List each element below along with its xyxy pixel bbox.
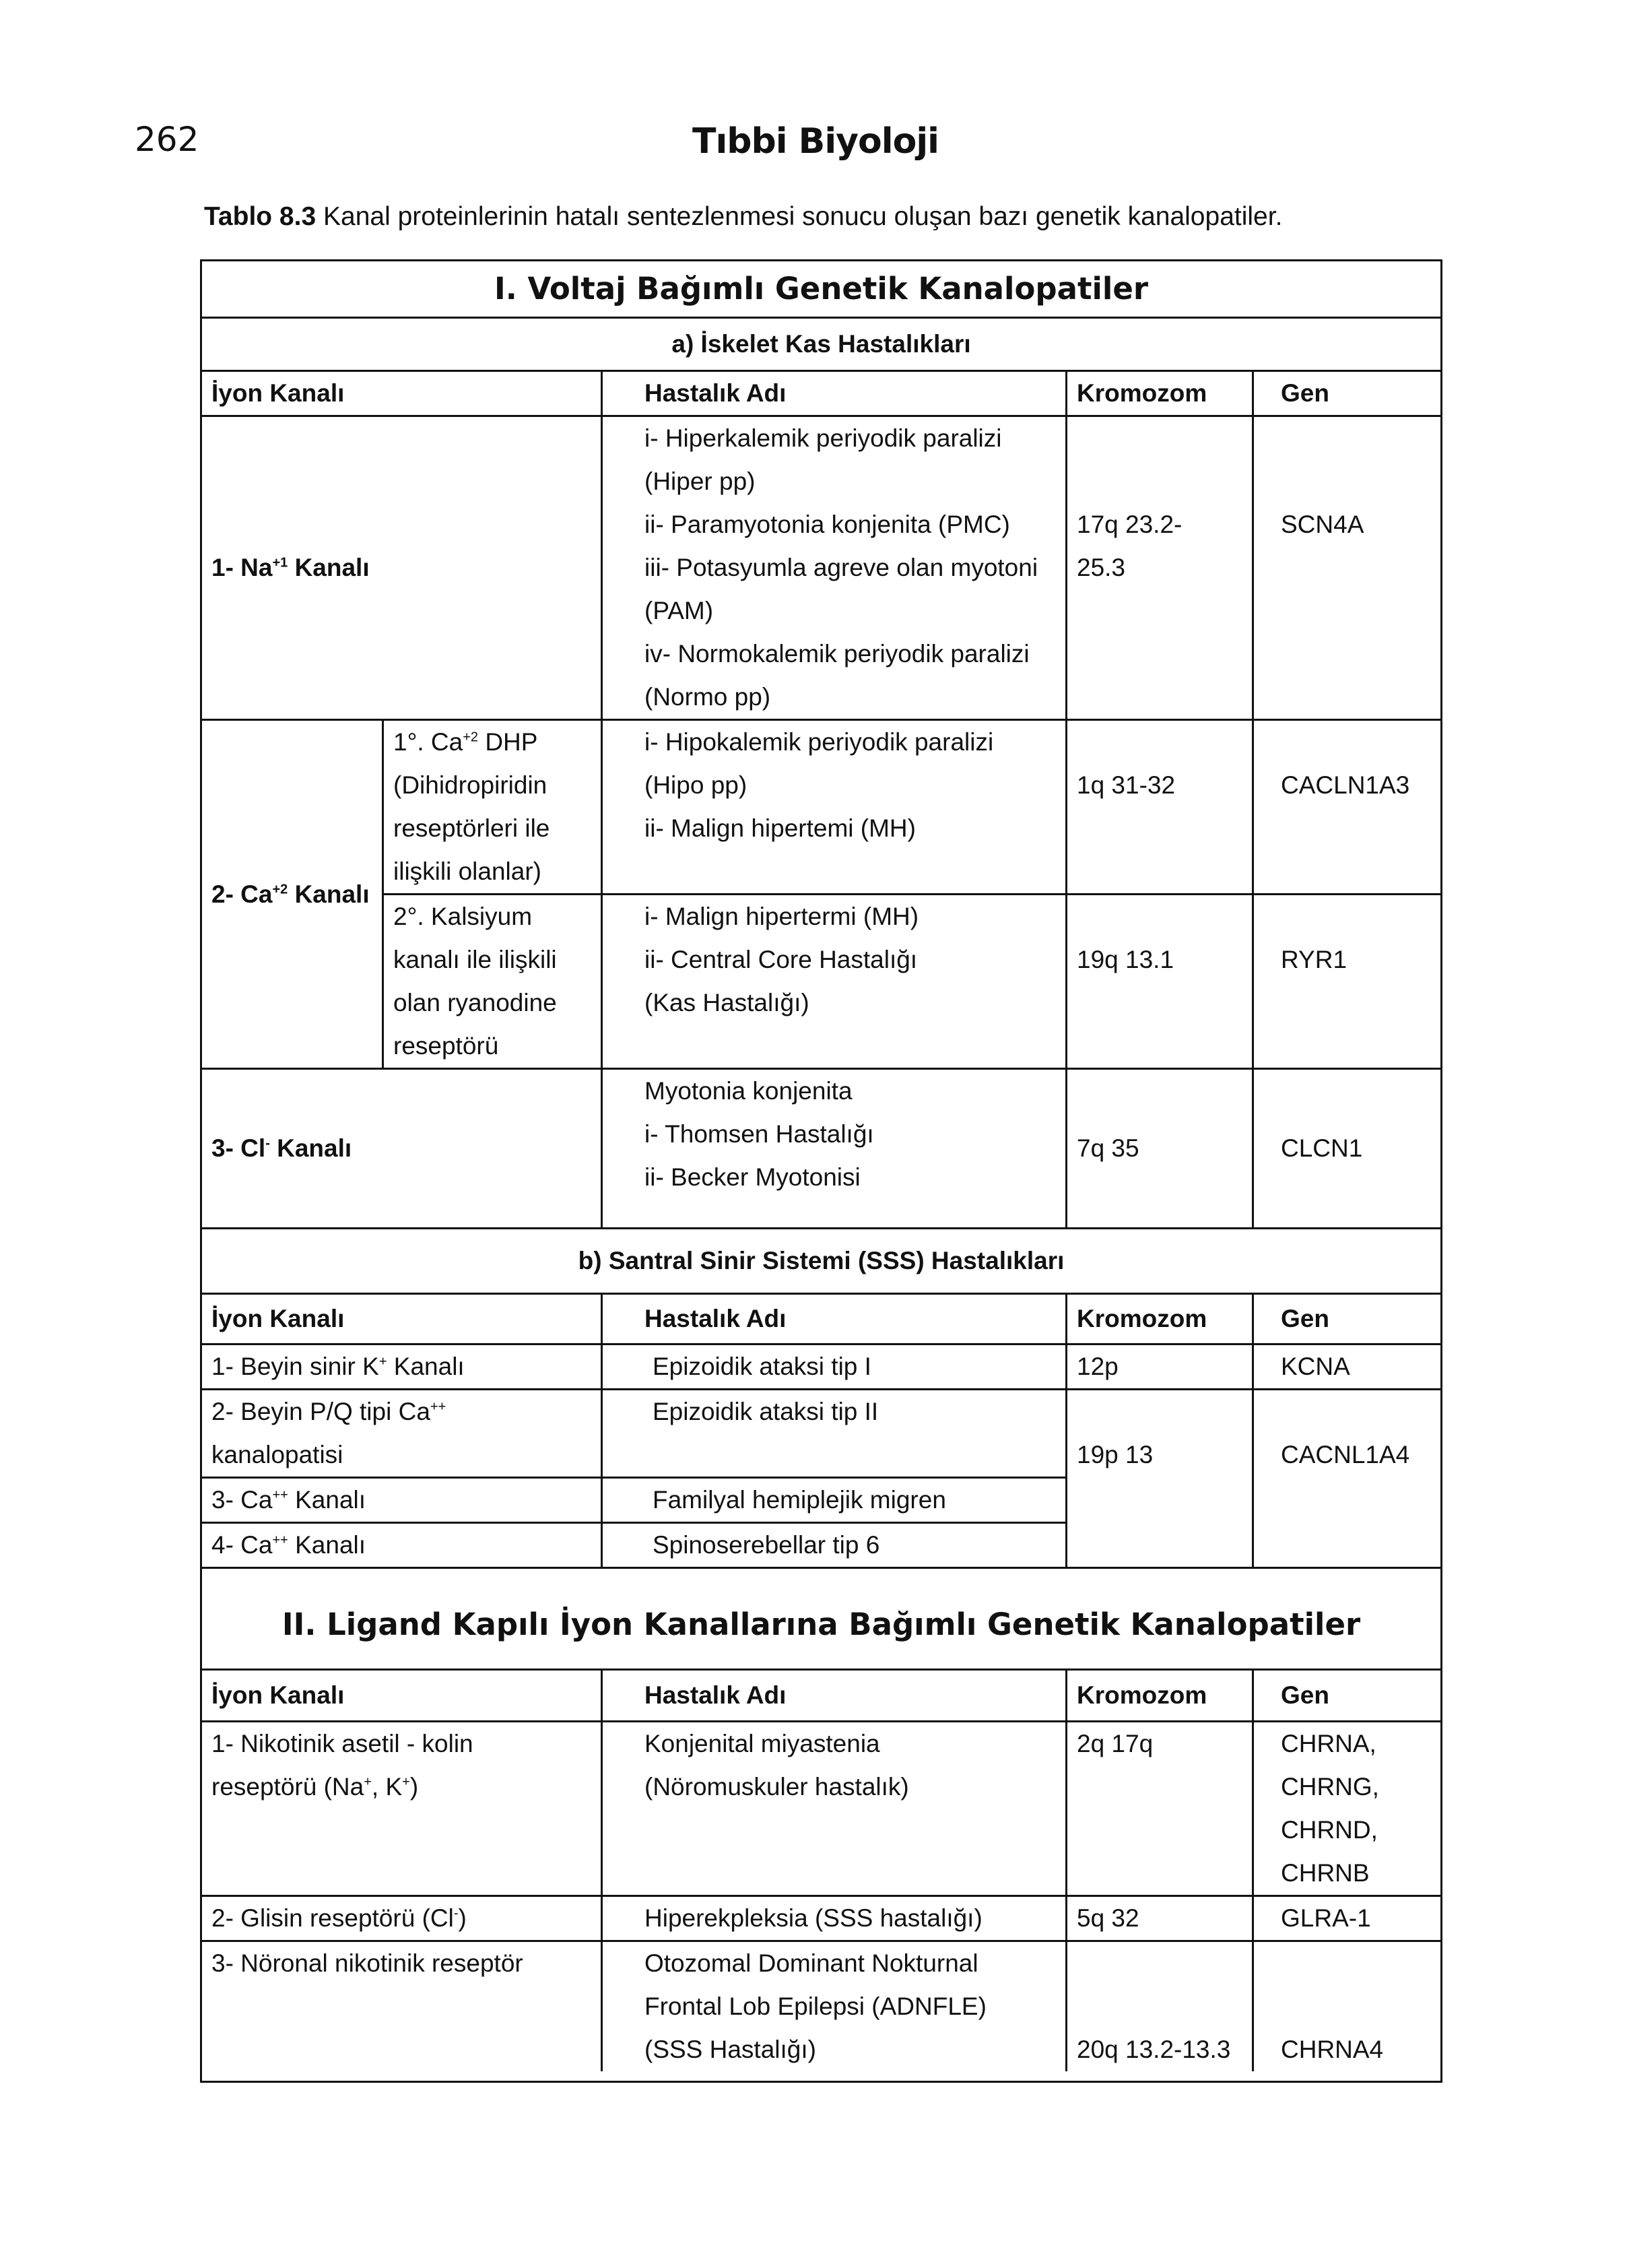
cell-2-3-chromosome: 20q 13.2-13.3 [1067, 1941, 1253, 2072]
cell-b4-disease: Spinoserebellar tip 6 [602, 1523, 1067, 1568]
table-row-na [201, 416, 1442, 720]
cell-2-1-channel: 1- Nikotinik asetil - kolin reseptörü (Na+, K+) [201, 1722, 602, 1896]
subsection-b-title: b) Santral Sinir Sistemi (SSS) Hastalıkları [201, 1229, 1442, 1294]
cell-2-1-genes: CHRNA, CHRNG, CHRND, CHRNB [1253, 1722, 1442, 1896]
col-header-disease: Hastalık Adı [602, 371, 1067, 416]
cell-b-shared-gene: CACNL1A4 [1253, 1390, 1442, 1568]
col-header-gene: Gen [1253, 1670, 1442, 1722]
cell-b2-channel: 2- Beyin P/Q tipi Ca++ kanalopatisi [201, 1390, 602, 1478]
cell-ca-sub-2: 2°. Kalsiyum kanalı ile ilişkili olan ryanodine reseptörü [383, 895, 602, 1069]
cell-na-channel: 1- $Na^{+1}$ Kanalı [201, 416, 602, 720]
cell-ca-2-chromosome: 19q 13.1 [1067, 895, 1253, 1069]
cell-ca-1-diseases: i- Hipokalemik periyodik paralizi (Hipo pp) ii- Malign hipertemi (MH) [602, 720, 1067, 895]
col-header-gene: Gen [1253, 371, 1442, 416]
col-header-chromosome: Kromozom [1067, 1294, 1253, 1344]
col-header-ion-channel: İyon Kanalı [201, 371, 602, 416]
table-row-cl [201, 1069, 1442, 1229]
subsection-a-title: a) İskelet Kas Hastalıkları [201, 318, 1442, 371]
cell-b1-channel: 1- Beyin sinir K+ Kanalı [201, 1344, 602, 1390]
cell-2-3-gene: CHRNA4 [1253, 1941, 1442, 2072]
cell-b4-channel: 4- Ca++ Kanalı [201, 1523, 602, 1568]
table-row-2-2 [201, 1896, 1442, 1941]
cell-na-gene: SCN4A [1253, 416, 1442, 720]
cell-2-2-gene: GLRA-1 [1253, 1896, 1442, 1941]
cell-b1-gene: KCNA [1253, 1344, 1442, 1390]
cell-ca-1-chromosome: 1q 31-32 [1067, 720, 1253, 895]
caption-label: Tablo 8.3 [204, 202, 317, 231]
cell-b3-channel: 3- Ca++ Kanalı [201, 1478, 602, 1523]
kanalopati-table [200, 259, 1442, 2083]
cell-b2-disease: Epizoidik ataksi tip II [602, 1390, 1067, 1478]
section-2-title: II. Ligand Kapılı İyon Kanallarına Bağımlı Genetik Kanalopatiler [201, 1568, 1442, 1670]
cell-b1-disease: Epizoidik ataksi tip I [602, 1344, 1067, 1390]
col-header-chromosome: Kromozom [1067, 371, 1253, 416]
col-header-ion-channel: İyon Kanalı [201, 1670, 602, 1722]
col-header-ion-channel: İyon Kanalı [201, 1294, 602, 1344]
page-number: 262 [135, 120, 199, 159]
cell-2-2-chromosome: 5q 32 [1067, 1896, 1253, 1941]
col-header-chromosome: Kromozom [1067, 1670, 1253, 1722]
cell-2-2-disease: Hiperekpleksia (SSS hastalığı) [602, 1896, 1067, 1941]
cell-ca-sub-1: 1°. $Ca^{+2}$ DHP (Dihidropiridin reseptörleri ile ilişkili olanlar) [383, 720, 602, 895]
cell-b3-disease: Familyal hemiplejik migren [602, 1478, 1067, 1523]
cell-ca-2-gene: RYR1 [1253, 895, 1442, 1069]
cell-ca-channel: 2- $Ca^{+2}$ Kanalı [201, 720, 383, 1069]
table-row-ca-2 [201, 895, 1442, 1069]
cell-2-3-diseases: Otozomal Dominant Nokturnal Frontal Lob Epilepsi (ADNFLE) (SSS Hastalığı) [602, 1941, 1067, 2072]
cell-b1-chromosome: 12p [1067, 1344, 1253, 1390]
header-row-b [201, 1294, 1442, 1344]
col-header-disease: Hastalık Adı [602, 1294, 1067, 1344]
col-header-gene: Gen [1253, 1294, 1442, 1344]
cell-2-2-channel: 2- Glisin reseptörü (Cl-) [201, 1896, 602, 1941]
table-row-ca-1 [201, 720, 1442, 895]
header-row-2 [201, 1670, 1442, 1722]
cell-cl-chromosome: 7q 35 [1067, 1069, 1253, 1229]
cell-ca-2-diseases: i- Malign hipertermi (MH) ii- Central Core Hastalığı (Kas Hastalığı) [602, 895, 1067, 1069]
cell-cl-gene: CLCN1 [1253, 1069, 1442, 1229]
cell-ca-1-gene: CACLN1A3 [1253, 720, 1442, 895]
table-row-b2 [201, 1390, 1442, 1478]
col-header-disease: Hastalık Adı [602, 1670, 1067, 1722]
table-bottom-spacer [201, 2071, 1442, 2082]
header-row-a [201, 371, 1442, 416]
table-row-b1 [201, 1344, 1442, 1390]
cell-na-chromosome: 17q 23.2- 25.3 [1067, 416, 1253, 720]
cell-2-1-chromosome: 2q 17q [1067, 1722, 1253, 1896]
running-head-title: Tıbbi Biyoloji [692, 121, 939, 162]
section-1-title: I. Voltaj Bağımlı Genetik Kanalopatiler [201, 261, 1442, 318]
table-row-2-1 [201, 1722, 1442, 1896]
cell-na-diseases: i- Hiperkalemik periyodik paralizi (Hiper pp) ii- Paramyotonia konjenita (PMC) iii- Potasyumla agreve olan myotoni (PAM) iv- Normokalemik periyodik paralizi (Normo pp) [602, 416, 1067, 720]
cell-2-1-diseases: Konjenital miyastenia (Nöromuskuler hastalık) [602, 1722, 1067, 1896]
cell-b-shared-chromosome: 19p 13 [1067, 1390, 1253, 1568]
table-caption [204, 202, 1282, 232]
cell-cl-channel: 3- Cl- Kanalı [201, 1069, 602, 1229]
cell-2-3-channel: 3- Nöronal nikotinik reseptör [201, 1941, 602, 2072]
cell-cl-diseases: Myotonia konjenita i- Thomsen Hastalığı ii- Becker Myotonisi [602, 1069, 1067, 1229]
table-row-2-3 [201, 1941, 1442, 2072]
caption-text: Kanal proteinlerinin hatalı sentezlenmesi sonucu oluşan bazı genetik kanalopatiler. [316, 202, 1283, 231]
